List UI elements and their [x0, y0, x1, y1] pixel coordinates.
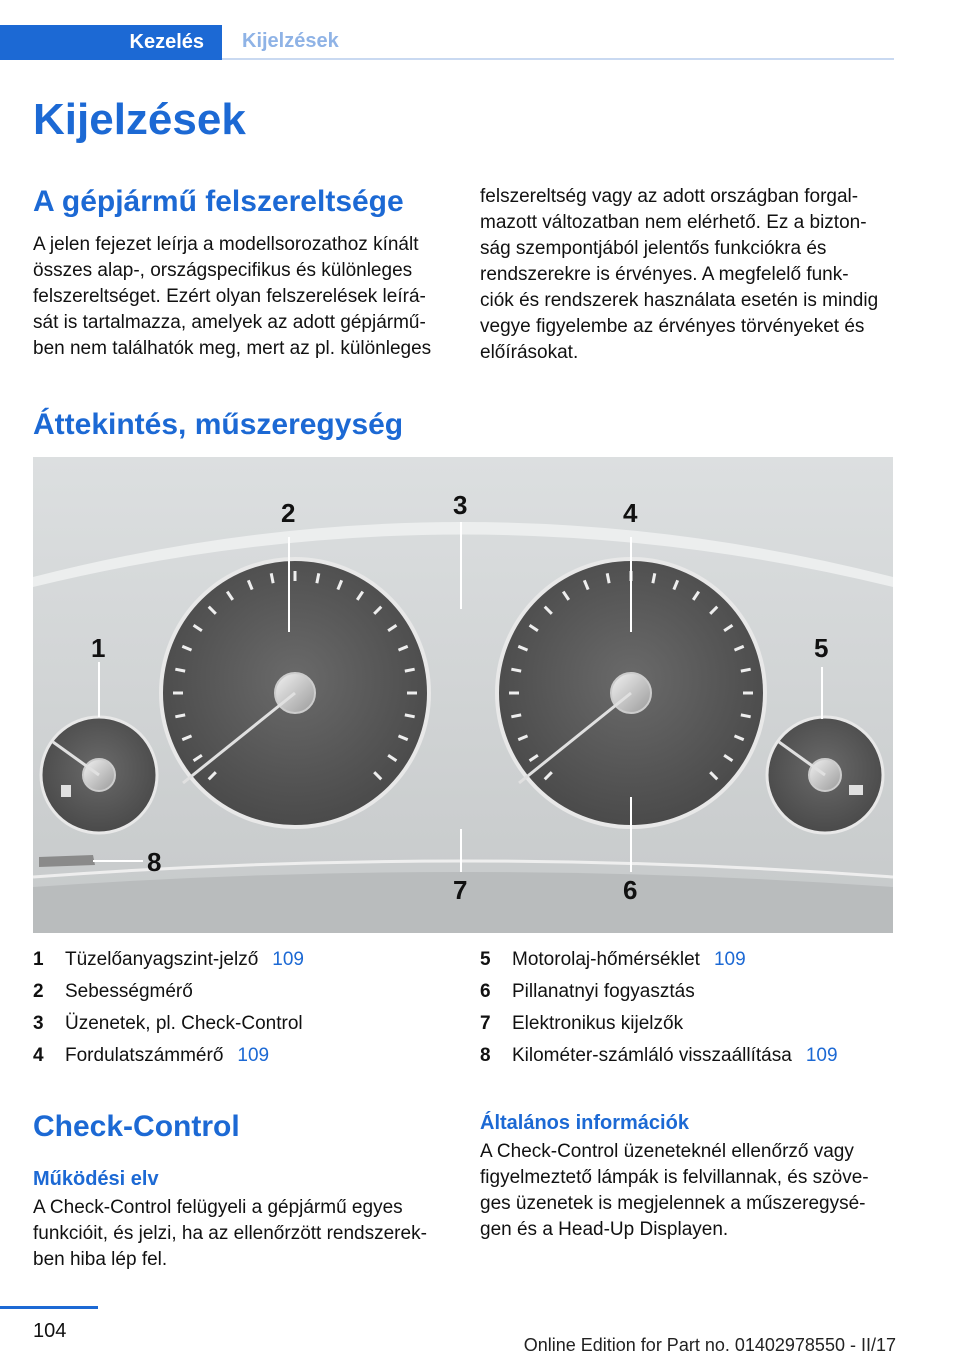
gauge-tick — [653, 573, 655, 583]
general-info-text: A Check-Control üzeneteknél ellenőrző vagy figyelmeztető lámpák is felvillannak, és szöve- ges üzenetek is megjelennek a műszeregysé- gen és a Head-Up Displayen. — [480, 1141, 869, 1240]
gauge-tick — [271, 573, 273, 583]
subheading-general-info: Általános információk — [480, 1112, 689, 1134]
callout-3: 3 — [453, 490, 468, 520]
gauge-tick — [607, 573, 609, 583]
gauge-tick — [741, 715, 751, 717]
section-heading-overview: Áttekintés, műszeregység — [33, 408, 404, 441]
callout-5: 5 — [814, 633, 829, 663]
legend-item: 7 Elektronikus kijelzők — [480, 1013, 684, 1034]
gauge-tick — [511, 715, 521, 717]
callout-8: 8 — [147, 847, 162, 877]
legend-right — [480, 944, 838, 1072]
equipment-text-left: A jelen fejezet leírja a modellsorozathoz kínált összes alap-, országspecifikus és különleges felszereltséget. Ezért olyan felszerelések leírá- sát is tartalmazza, amelyek az adott gépjármű- ben nem találhatók meg, mert az pl. különleges — [33, 234, 432, 359]
fuel-pump-icon — [61, 785, 71, 797]
legend-item: 1 Tüzelőanyagszint-jelző 109 — [33, 949, 304, 970]
gauge-tick — [405, 715, 415, 717]
gauge-tick — [511, 669, 521, 671]
legend-item: 8 Kilométer-számláló visszaállítása 109 — [480, 1045, 838, 1066]
oil-can-icon — [849, 785, 863, 795]
subheading-operating-principle: Működési elv — [33, 1168, 159, 1190]
callout-1: 1 — [91, 633, 106, 663]
callout-7: 7 — [453, 875, 468, 905]
gauge-tick — [317, 573, 319, 583]
callout-4: 4 — [623, 498, 638, 528]
section-heading-check-control: Check-Control — [33, 1110, 240, 1143]
operating-principle-text: A Check-Control felügyeli a gépjármű egyes funkcióit, és jelzi, ha az ellenőrzött rendszerek- ben hiba lép fel. — [33, 1197, 427, 1270]
page-title: Kijelzések — [33, 95, 246, 144]
equipment-text-right: felszereltség vagy az adott országban forgal- mazott változatban nem elérhető. Ez a bizton- ság szempontjából jelentős funkciókra és rendszerekre is érvényes. A megfelelő funk- ciók és rendszerek használata esetén is mindig vegye figyelembe az érvényes törvényeket és előírásokat. — [480, 186, 879, 363]
callout-6: 6 — [623, 875, 638, 905]
legend-left — [33, 944, 317, 1072]
gauge-tick — [175, 669, 185, 671]
instrument-cluster-figure — [33, 457, 893, 933]
speedometer — [161, 559, 429, 827]
callout-2: 2 — [281, 498, 296, 528]
gauge-tick — [175, 715, 185, 717]
legend-item: 5 Motorolaj-hőmérséklet 109 — [480, 949, 746, 970]
legend-item: 2 Sebességmérő — [33, 981, 193, 1002]
oil-temperature-gauge — [767, 717, 883, 833]
edition-note: Online Edition for Part no. 01402978550 - II/17 — [523, 1335, 896, 1355]
fuel-gauge — [41, 717, 157, 833]
odometer-reset-button — [39, 855, 95, 867]
header-tab-inactive: Kijelzések — [222, 25, 894, 60]
section-heading-equipment: A gépjármű felszereltsége — [33, 185, 404, 218]
header-tab-active: Kezelés — [0, 25, 222, 60]
gauge-tick — [741, 669, 751, 671]
legend-item: 4 Fordulatszámmérő 109 — [33, 1045, 270, 1066]
page-number: 104 — [33, 1320, 67, 1342]
footer-rule — [0, 1306, 98, 1309]
legend-item: 6 Pillanatnyi fogyasztás — [480, 981, 695, 1002]
gauge-tick — [405, 669, 415, 671]
legend-item: 3 Üzenetek, pl. Check-Control — [33, 1013, 303, 1034]
